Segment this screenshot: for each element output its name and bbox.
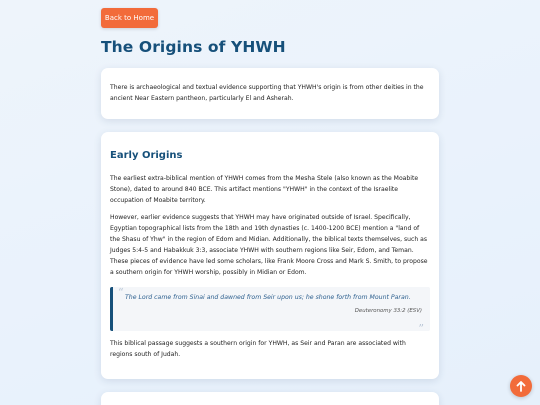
blockquote (110, 286, 430, 335)
early-origins-card (101, 132, 439, 379)
scroll-to-top-button[interactable] (510, 375, 532, 397)
intro-card (101, 68, 439, 119)
quote-citation: Deuteronomy 33:2 (ESV) (354, 308, 422, 314)
quote-open-icon: “ (118, 286, 124, 299)
quote-close-icon: ” (418, 322, 424, 335)
intro-text: There is archaeological and textual evidence supporting that YHWH's origin is from other deities in the ancient Near Eastern pantheon, particularly El and Asherah. (110, 84, 424, 102)
back-to-home-button[interactable]: Back to Home (101, 8, 158, 28)
quote-text: The Lord came from Sinai and dawned from Seir upon us; he shone forth from Mount Paran. (125, 294, 411, 301)
section-heading: Early Origins (110, 150, 183, 161)
next-section-card (101, 392, 439, 405)
page-title: The Origins of YHWH (101, 38, 286, 56)
paragraph: This biblical passage suggests a southern origin for YHWH, as Seir and Paran are associated with regions south of Judah. (110, 340, 406, 358)
paragraph: The earliest extra-biblical mention of YHWH comes from the Mesha Stele (also known as the Moabite Stone), dated to around 840 BCE. This artifact mentions "YHWH" in the context of the Israelite occupation of Moabite territory. (110, 175, 419, 204)
arrow-up-icon (516, 381, 526, 392)
paragraph: However, earlier evidence suggests that YHWH may have originated outside of Israel. Specifically, Egyptian topographical lists from the 18th and 19th dynasties (c. 1400-1200 BCE) mention a "land of the Shasu of Yhw" in the region of Edom and Midian. Additionally, the biblical texts themselves, such as Judges 5:4-5 and Habakkuk 3:3, associate YHWH with southern regions like Seir, Edom, and Teman. These pieces of evidence have led some scholars, like Frank Moore Cross and Mark S. Smith, to propose a southern origin for YHWH worship, possibly in Midian or Edom. (110, 214, 428, 276)
